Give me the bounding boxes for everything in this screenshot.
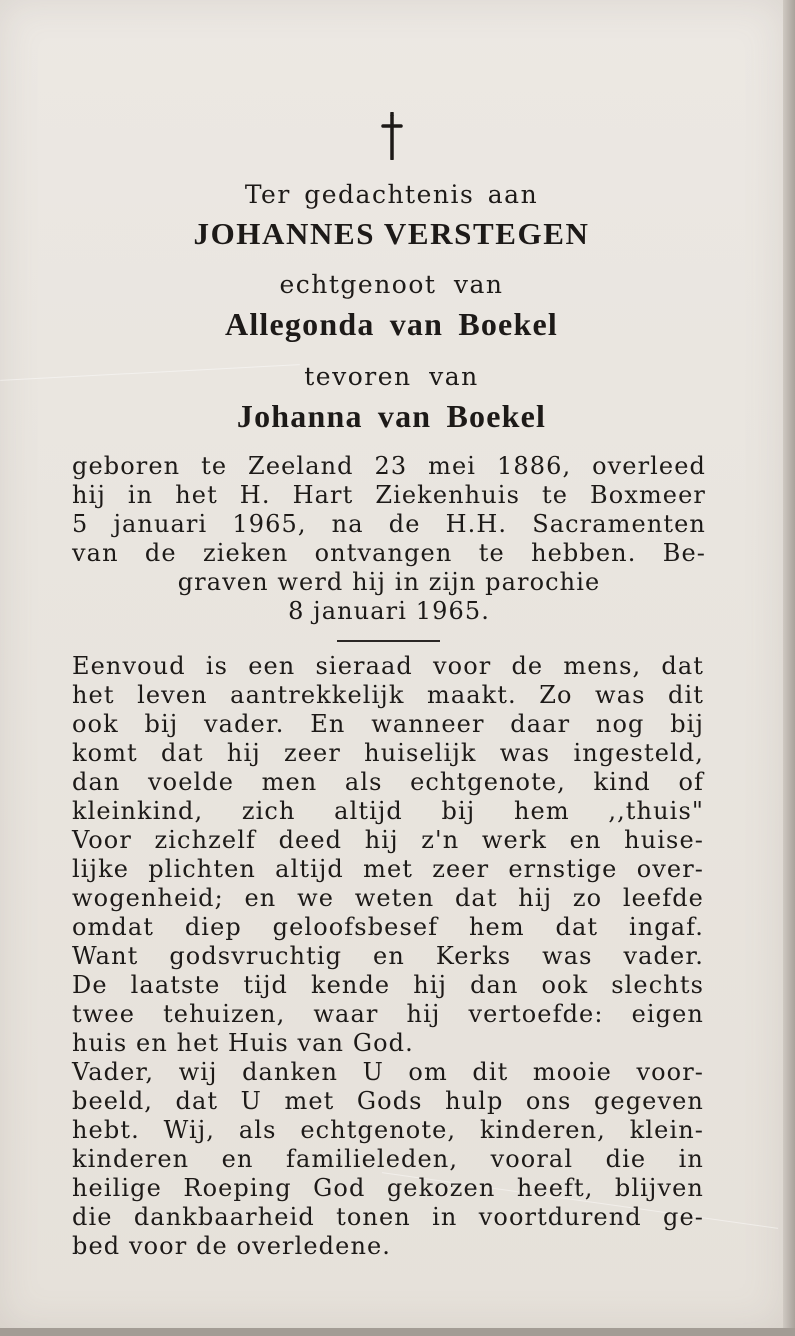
text-line: heilige Roeping God gekozen heeft, blijven — [72, 1174, 704, 1202]
card-edge-bottom — [0, 1328, 795, 1336]
text-line: wogenheid; en we weten dat hij zo leefde — [72, 884, 704, 912]
biography-line: 5 januari 1965, na de H.H. Sacramenten — [72, 510, 706, 538]
text-line: huis en het Huis van God. — [72, 1029, 414, 1057]
biography-line: van de zieken ontvangen te hebben. Be- — [72, 539, 706, 567]
previous-spouse-name: Johanna van Boekel — [236, 398, 547, 434]
previous-spouse-label: tevoren van — [304, 362, 479, 391]
text-line: kinderen en familieleden, vooral die in — [72, 1145, 704, 1173]
biography-line: hij in het H. Hart Ziekenhuis te Boxmeer — [72, 481, 706, 509]
text-line: Vader, wij danken U om dit mooie voor- — [72, 1058, 704, 1086]
text-line: De laatste tijd kende hij dan ook slechts — [72, 971, 704, 999]
text-line: kleinkind, zich altijd bij hem ,,thuis" — [72, 797, 704, 825]
text-line: bed voor de overledene. — [72, 1232, 392, 1260]
cross-icon — [380, 112, 404, 160]
text-line: Voor zichzelf deed hij z'n werk en huise- — [72, 826, 704, 854]
intro-text: Ter gedachtenis aan — [244, 180, 539, 209]
text-line: hebt. Wij, als echtgenote, kinderen, klein- — [72, 1116, 704, 1144]
deceased-name: JOHANNES VERSTEGEN — [193, 216, 590, 251]
text-line: Want godsvruchtig en Kerks was vader. — [72, 942, 704, 970]
biography-line: geboren te Zeeland 23 mei 1886, overleed — [72, 452, 706, 480]
text-line: ook bij vader. En wanneer daar nog bij — [72, 710, 704, 738]
card-edge-right — [783, 0, 795, 1336]
spouse-label: echtgenoot van — [279, 270, 504, 299]
biography-line: 8 januari 1965. — [288, 597, 490, 625]
text-line: beeld, dat U met Gods hulp ons gegeven — [72, 1087, 704, 1115]
spouse-name: Allegonda van Boekel — [225, 306, 558, 342]
text-line: het leven aantrekkelijk maakt. Zo was dit — [72, 681, 704, 709]
text-line: dan voelde men als echtgenote, kind of — [72, 768, 704, 796]
text-line: die dankbaarheid tonen in voortdurend ge- — [72, 1203, 704, 1231]
text-line: komt dat hij zeer huiselijk was ingesteld, — [72, 739, 704, 767]
text-line: lijke plichten altijd met zeer ernstige over- — [72, 855, 704, 883]
text-line: Eenvoud is een sieraad voor de mens, dat — [72, 652, 704, 680]
divider-rule — [337, 640, 440, 642]
biography-line: graven werd hij in zijn parochie — [177, 568, 601, 596]
text-line: twee tehuizen, waar hij vertoefde: eigen — [72, 1000, 704, 1028]
text-line: omdat diep geloofsbesef hem dat ingaf. — [72, 913, 704, 941]
